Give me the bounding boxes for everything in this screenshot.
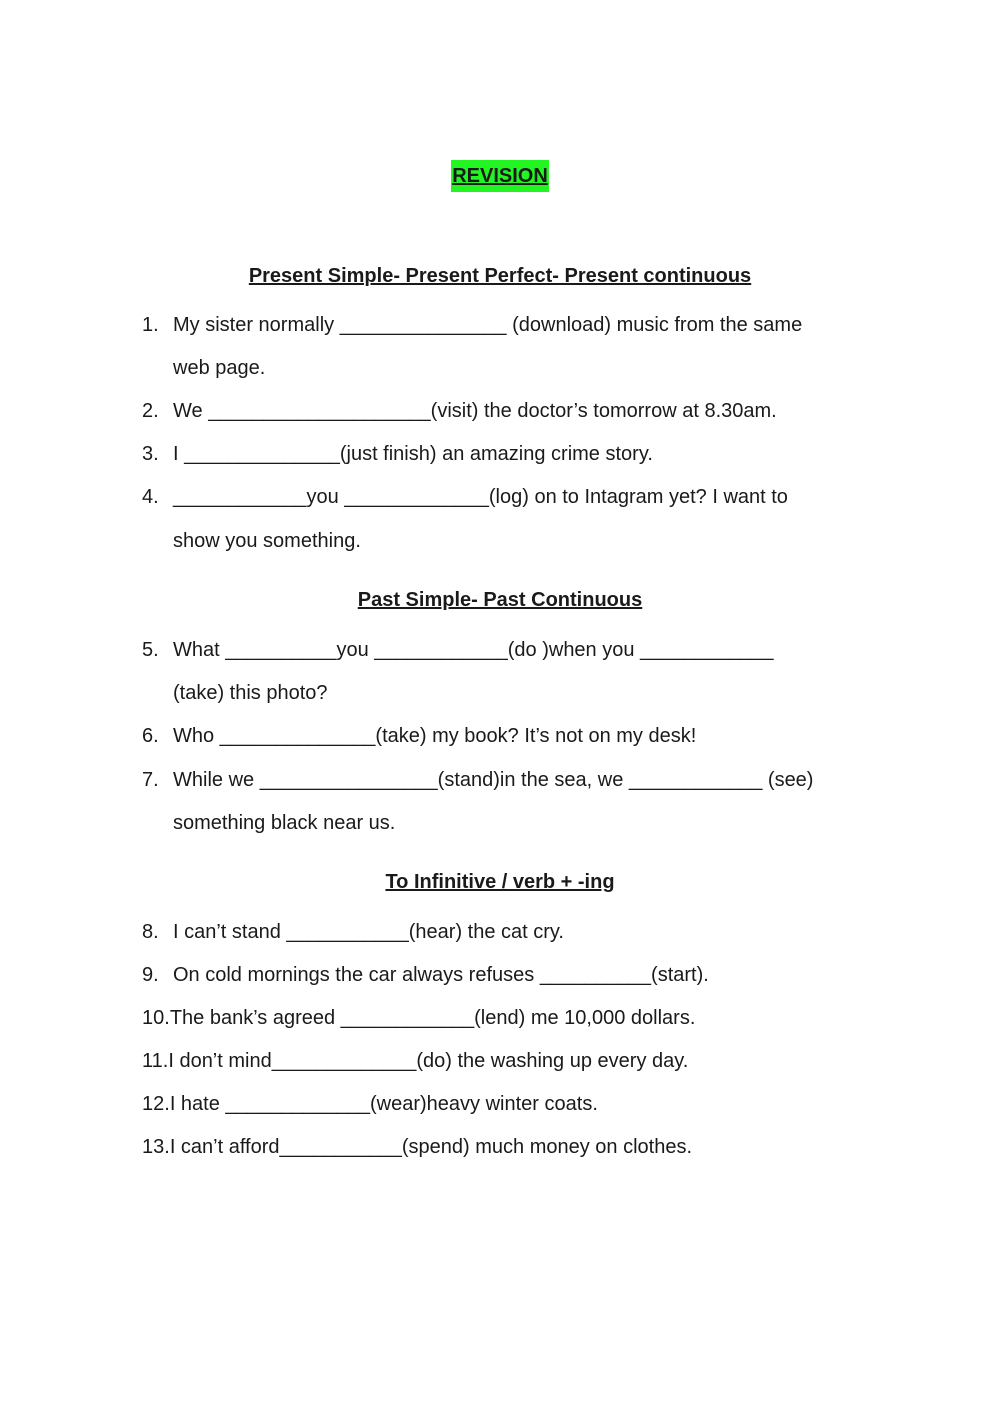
page-title: REVISION bbox=[451, 160, 549, 192]
section-heading-present: Present Simple- Present Perfect- Present continuous bbox=[248, 265, 752, 287]
item-number: 3. bbox=[142, 443, 159, 465]
item-number: 1. bbox=[142, 314, 159, 336]
exercise-item-5-continued: (take) this photo? bbox=[173, 682, 328, 704]
item-number: 8. bbox=[142, 921, 159, 943]
item-number: 4. bbox=[142, 486, 159, 508]
item-text: Who ______________(take) my book? It’s not on my desk! bbox=[173, 725, 697, 747]
exercise-item-12 bbox=[142, 1090, 862, 1118]
item-text: On cold mornings the car always refuses __________(start). bbox=[173, 964, 709, 986]
exercise-item-11 bbox=[142, 1047, 862, 1075]
exercise-item-6 bbox=[142, 722, 862, 750]
item-number: 2. bbox=[142, 400, 159, 422]
item-text: The bank’s agreed ____________(lend) me 10,000 dollars. bbox=[169, 1007, 696, 1029]
exercise-item-10 bbox=[142, 1004, 862, 1032]
item-number: 9. bbox=[142, 964, 159, 986]
exercise-item-4-continued: show you something. bbox=[173, 530, 361, 552]
item-text: What __________you ____________(do )when you ____________ bbox=[173, 639, 774, 661]
exercise-item-1 bbox=[142, 311, 862, 339]
item-number: 12. bbox=[142, 1093, 170, 1115]
exercise-item-7-continued: something black near us. bbox=[173, 812, 396, 834]
item-text: While we ________________(stand)in the sea, we ____________ (see) bbox=[173, 769, 814, 791]
item-number: 10. bbox=[142, 1007, 170, 1029]
exercise-item-7 bbox=[142, 766, 862, 794]
item-text: I ______________(just finish) an amazing crime story. bbox=[173, 443, 653, 465]
exercise-item-1-continued: web page. bbox=[173, 357, 266, 379]
exercise-item-13 bbox=[142, 1133, 862, 1161]
exercise-item-4 bbox=[142, 483, 862, 511]
item-text: I hate _____________(wear)heavy winter coats. bbox=[169, 1093, 598, 1115]
exercise-item-8 bbox=[142, 918, 862, 946]
item-text: I can’t afford___________(spend) much money on clothes. bbox=[169, 1136, 693, 1158]
item-number: 13. bbox=[142, 1136, 170, 1158]
item-number: 6. bbox=[142, 725, 159, 747]
item-number: 5. bbox=[142, 639, 159, 661]
item-text: ____________you _____________(log) on to Intagram yet? I want to bbox=[173, 486, 788, 508]
item-number: 11. bbox=[142, 1050, 169, 1072]
title-wrap bbox=[0, 160, 1000, 192]
item-text: I don’t mind_____________(do) the washing up every day. bbox=[168, 1050, 689, 1072]
item-text: We ____________________(visit) the doctor’s tomorrow at 8.30am. bbox=[173, 400, 777, 422]
exercise-item-9 bbox=[142, 961, 862, 989]
item-number: 7. bbox=[142, 769, 159, 791]
exercise-item-3 bbox=[142, 440, 862, 468]
section-heading-infinitive: To Infinitive / verb + -ing bbox=[385, 871, 615, 893]
exercise-item-2 bbox=[142, 397, 862, 425]
item-text: I can’t stand ___________(hear) the cat cry. bbox=[173, 921, 564, 943]
section-heading-past: Past Simple- Past Continuous bbox=[357, 589, 643, 611]
item-text: My sister normally _______________ (download) music from the same bbox=[173, 314, 803, 336]
exercise-item-5 bbox=[142, 636, 862, 664]
